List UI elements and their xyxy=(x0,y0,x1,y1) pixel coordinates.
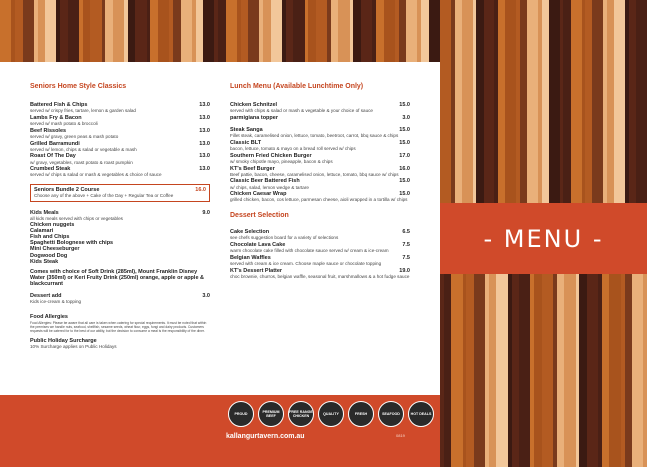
item-price: 15.0 xyxy=(399,140,410,146)
item-price: 15.0 xyxy=(399,102,410,109)
stripe xyxy=(466,274,474,467)
item-price: 13.0 xyxy=(199,127,210,134)
dessert-add-price: 3.0 xyxy=(202,292,210,299)
kids-drinks: Comes with choice of Soft Drink (285ml), Mount Franklin Disney Water (350ml) or Keri Fruity Drink (250ml) orange, apple or apple & blackcurrant xyxy=(30,269,205,288)
item-desc: see chefs suggestion board for a variety of selections xyxy=(230,235,339,241)
item-desc: served w/ lemon, chips & salad or vegetable & mash xyxy=(30,146,137,152)
kids-meals xyxy=(30,210,210,288)
website-link[interactable]: kallangurtavern.com.au xyxy=(226,433,305,440)
stripe xyxy=(173,0,181,62)
item-price: 19.0 xyxy=(399,267,410,274)
dessert-item xyxy=(230,268,410,280)
item-name: Lambs Fry & Bacon xyxy=(30,115,82,121)
seniors-title: Seniors Home Style Classics xyxy=(30,83,127,90)
stripe xyxy=(563,0,570,203)
stripe xyxy=(534,274,542,467)
proud-badge-icon: PROUD xyxy=(228,401,254,427)
item-name: Grilled Barramundi xyxy=(30,140,80,147)
stripe xyxy=(60,0,68,62)
hot-deals-badge-icon: HOT DEALS xyxy=(408,401,434,427)
seniors-items xyxy=(30,102,210,178)
premium-beef-badge-icon: PREMIUM BEEF xyxy=(258,401,284,427)
item-name: Southern Fried Chicken Burger xyxy=(230,152,312,159)
allergies-desc: Food Allergies: Please be aware that all care is taken when catering for special requirements. It must be noted that within the premises we handle nuts, seafood, shellfish, sesame seeds, wheat flour, eggs, fungi and dairy products. Customers requests will be catered for to the best of our ability, but the decision to consume a meal is the responsibility of the diner. xyxy=(30,320,207,333)
stripe xyxy=(406,0,417,62)
lunch-title: Lunch Menu (Available Lunchtime Only) xyxy=(230,83,364,90)
stripe xyxy=(135,0,146,62)
stripe xyxy=(399,0,407,62)
item-desc: w/ gravy, vegetables, roast potato & roast pumpkin xyxy=(30,159,133,165)
stripe xyxy=(15,0,23,62)
stripe xyxy=(150,0,158,62)
stripe xyxy=(505,0,516,203)
item-price: 17.0 xyxy=(399,152,410,159)
menu-item xyxy=(30,115,210,127)
stripe xyxy=(23,0,34,62)
item-desc: grilled chicken, bacon, cos lettuce, parmesan cheese, aioli wrapped in a tortilla w/ chips xyxy=(230,197,408,203)
item-desc: Beef pattie, bacon, cheese, caramelised onion, lettuce, tomato, bbq sauce w/ chips xyxy=(230,171,399,177)
menu-item xyxy=(230,178,410,190)
stripe xyxy=(218,0,226,62)
stripe xyxy=(286,0,294,62)
stripe xyxy=(474,274,485,467)
dessert-item xyxy=(230,242,410,254)
item-desc: served w/ chips & salad or mash & vegetables & choice of sauce xyxy=(30,172,162,178)
stripe xyxy=(519,274,530,467)
kids-name: Kids Meals xyxy=(30,209,59,216)
allergies-title: Food Allergies xyxy=(30,314,68,321)
stripe xyxy=(636,0,647,203)
dessert-title: Dessert Selection xyxy=(230,211,289,219)
dessert-add-name: Dessert add xyxy=(30,292,62,299)
stripe xyxy=(557,274,565,467)
bundle-price: 16.0 xyxy=(195,186,206,193)
item-price: 15.0 xyxy=(399,191,410,198)
print-code: 0819 xyxy=(396,433,405,438)
stripe xyxy=(440,0,451,203)
item-name: Steak Sanga xyxy=(230,127,263,134)
stripe xyxy=(384,0,395,62)
seniors-bundle-box xyxy=(30,184,210,202)
kids-option: Calamari xyxy=(30,227,54,234)
lunch-column xyxy=(230,84,410,280)
kids-option: Kids Steak xyxy=(30,258,59,265)
item-name: Battered Fish & Chips xyxy=(30,102,88,109)
item-desc: w/ chips, salad, lemon wedge & tartare xyxy=(230,184,309,190)
item-desc: served w/ gravy, green peas & mash potato xyxy=(30,134,119,139)
stripe xyxy=(643,274,647,467)
item-desc: w/ smoky chipotle mayo, pineapple, bacon & chips xyxy=(230,159,333,164)
kids-option: Chicken nuggets xyxy=(30,221,75,228)
item-name: KT's Dessert Platter xyxy=(230,267,283,274)
item-price: 13.0 xyxy=(199,153,210,160)
menu-item xyxy=(30,141,210,153)
stripe xyxy=(38,0,46,62)
item-desc: served w/ crispy fries, tartare, lemon & garden salad xyxy=(30,108,136,114)
stripe xyxy=(444,274,452,467)
stripe xyxy=(203,0,214,62)
item-price: 7.5 xyxy=(402,241,410,248)
stripe xyxy=(128,0,136,62)
kids-option: Fish and Chips xyxy=(30,233,70,240)
item-name: Roast Of The Day xyxy=(30,153,76,160)
item-name: Chicken Schnitzel xyxy=(230,102,278,109)
footer-band xyxy=(0,395,440,467)
stripe xyxy=(602,274,610,467)
bundle-name: Seniors Bundle 2 Course xyxy=(34,186,100,193)
menu-item xyxy=(230,166,410,178)
item-name: Chocolate Lava Cake xyxy=(230,241,286,248)
stripe xyxy=(587,274,598,467)
stripe xyxy=(181,0,192,62)
item-name: Beef Rissoles xyxy=(30,127,67,134)
menu-item xyxy=(30,102,210,114)
item-desc: served with chips & salad or mash & vegetable & your choice of sauce xyxy=(230,108,373,114)
item-desc: warm chocolate cake filled with chocolate sauce served w/ cream & ice-cream xyxy=(230,248,389,254)
menu-item xyxy=(230,191,410,203)
stripe xyxy=(484,0,495,203)
stripe xyxy=(476,0,483,203)
stripe xyxy=(293,0,304,62)
stripe xyxy=(421,0,429,62)
stripe xyxy=(609,274,620,467)
stripe xyxy=(113,0,124,62)
stripe-banner-right-bottom xyxy=(440,274,647,467)
stripe xyxy=(592,0,603,203)
menu-item xyxy=(230,102,410,114)
kids-price: 9.0 xyxy=(202,209,210,216)
stripe xyxy=(564,274,575,467)
menu-item xyxy=(30,166,210,178)
fresh-badge-icon: FRESH xyxy=(348,401,374,427)
item-name: parmigiana topper xyxy=(230,115,278,121)
seafood-badge-icon: SEAFOOD xyxy=(378,401,404,427)
stripe xyxy=(361,0,372,62)
kids-option: Dogwood Dog xyxy=(30,252,68,259)
kids-option: Spaghetti Bolognese with chips xyxy=(30,240,114,247)
stripe xyxy=(105,0,113,62)
stripe xyxy=(429,0,440,62)
stripe xyxy=(498,0,505,203)
stripe xyxy=(542,274,553,467)
stripe xyxy=(455,0,462,203)
kids-option: Mini Cheeseburger xyxy=(30,246,80,253)
dessert-add-desc: Kids ice-cream & topping xyxy=(30,298,82,304)
item-name: KT's Beef Burger xyxy=(230,165,275,172)
item-price: 3.0 xyxy=(402,115,410,121)
stripe xyxy=(512,274,520,467)
stripe xyxy=(353,0,361,62)
item-name: Cake Selection xyxy=(230,229,270,236)
item-name: Belgian Waffles xyxy=(230,254,271,261)
holiday-desc: 10% Surcharge applies on Public Holidays xyxy=(30,343,117,349)
menu-item xyxy=(30,153,210,165)
item-name: Classic BLT xyxy=(230,140,262,146)
stripe xyxy=(68,0,79,62)
stripe xyxy=(571,0,582,203)
item-price: 6.5 xyxy=(402,229,410,236)
stripe xyxy=(0,0,11,62)
seniors-column xyxy=(30,84,210,349)
stripe xyxy=(607,0,614,203)
stripe xyxy=(83,0,91,62)
stripe xyxy=(331,0,339,62)
stripe xyxy=(520,0,527,203)
item-desc: choc brownie, churros, belgian waffle, seasonal fruit, marshmallows & a hot fudge sauce xyxy=(230,273,410,279)
item-name: Classic Beer Battered Fish xyxy=(230,178,300,185)
stripe xyxy=(451,274,462,467)
item-price: 7.5 xyxy=(402,254,410,261)
chicken-badge-icon: FREE RANGE CHICKEN xyxy=(288,401,314,427)
menu-item xyxy=(30,128,210,140)
menu-title-band xyxy=(440,203,647,274)
stripe xyxy=(263,0,271,62)
stripe-banner-top xyxy=(0,0,440,62)
holiday-title: Public Holiday Surcharge xyxy=(30,337,97,344)
stripe xyxy=(625,274,633,467)
item-price: 16.0 xyxy=(399,165,410,172)
stripe xyxy=(90,0,101,62)
stripe xyxy=(248,0,259,62)
stripe xyxy=(462,0,473,203)
item-price: 15.0 xyxy=(399,178,410,185)
menu-item xyxy=(230,153,410,165)
stripe xyxy=(316,0,327,62)
badge-row xyxy=(228,401,434,427)
dessert-add xyxy=(30,293,210,305)
item-name: Crumbed Steak xyxy=(30,166,71,173)
stripe xyxy=(585,0,592,203)
stripe xyxy=(241,0,249,62)
kids-desc: all kids meals served with chips or vegetables xyxy=(30,215,123,221)
item-desc: served w/ mash potato & broccoli xyxy=(30,121,98,127)
item-price: 15.0 xyxy=(399,127,410,134)
stripe xyxy=(376,0,384,62)
dessert-item xyxy=(230,255,410,267)
stripe xyxy=(308,0,316,62)
stripe xyxy=(527,0,538,203)
item-price: 13.0 xyxy=(199,115,210,121)
stripe xyxy=(226,0,237,62)
stripe xyxy=(632,274,643,467)
item-price: 13.0 xyxy=(199,140,210,147)
bundle-desc: Choose any of the above + Cake of the Day + Regular Tea or Coffee xyxy=(34,193,174,199)
item-price: 13.0 xyxy=(199,166,210,173)
item-desc: served with cream & ice cream. Choose maple sauce or chocolate topping xyxy=(230,260,382,266)
menu-item xyxy=(230,140,410,152)
stripe-banner-right-top xyxy=(440,0,647,203)
item-desc: bacon, lettuce, tomato & mayo on a bread roll served w/ chips xyxy=(230,146,356,152)
stripe xyxy=(549,0,560,203)
stripe xyxy=(614,0,625,203)
stripe xyxy=(45,0,56,62)
item-desc: Fillet steak, caramelised onion, lettuce, tomato, beetroot, carrot, bbq sauce & chips xyxy=(230,133,399,139)
item-name: Chicken Caesar Wrap xyxy=(230,191,287,198)
stripe xyxy=(496,274,507,467)
quality-badge-icon: QUALITY xyxy=(318,401,344,427)
stripe xyxy=(579,274,587,467)
stripe xyxy=(338,0,349,62)
stripe xyxy=(542,0,549,203)
stripe xyxy=(271,0,282,62)
stripe xyxy=(158,0,169,62)
item-price: 13.0 xyxy=(199,102,210,109)
menu-item xyxy=(230,127,410,139)
stripe xyxy=(629,0,636,203)
menu-item xyxy=(230,115,410,121)
stripe xyxy=(196,0,204,62)
stripe xyxy=(489,274,497,467)
menu-title: - MENU - xyxy=(483,224,604,253)
dessert-item xyxy=(230,229,410,241)
